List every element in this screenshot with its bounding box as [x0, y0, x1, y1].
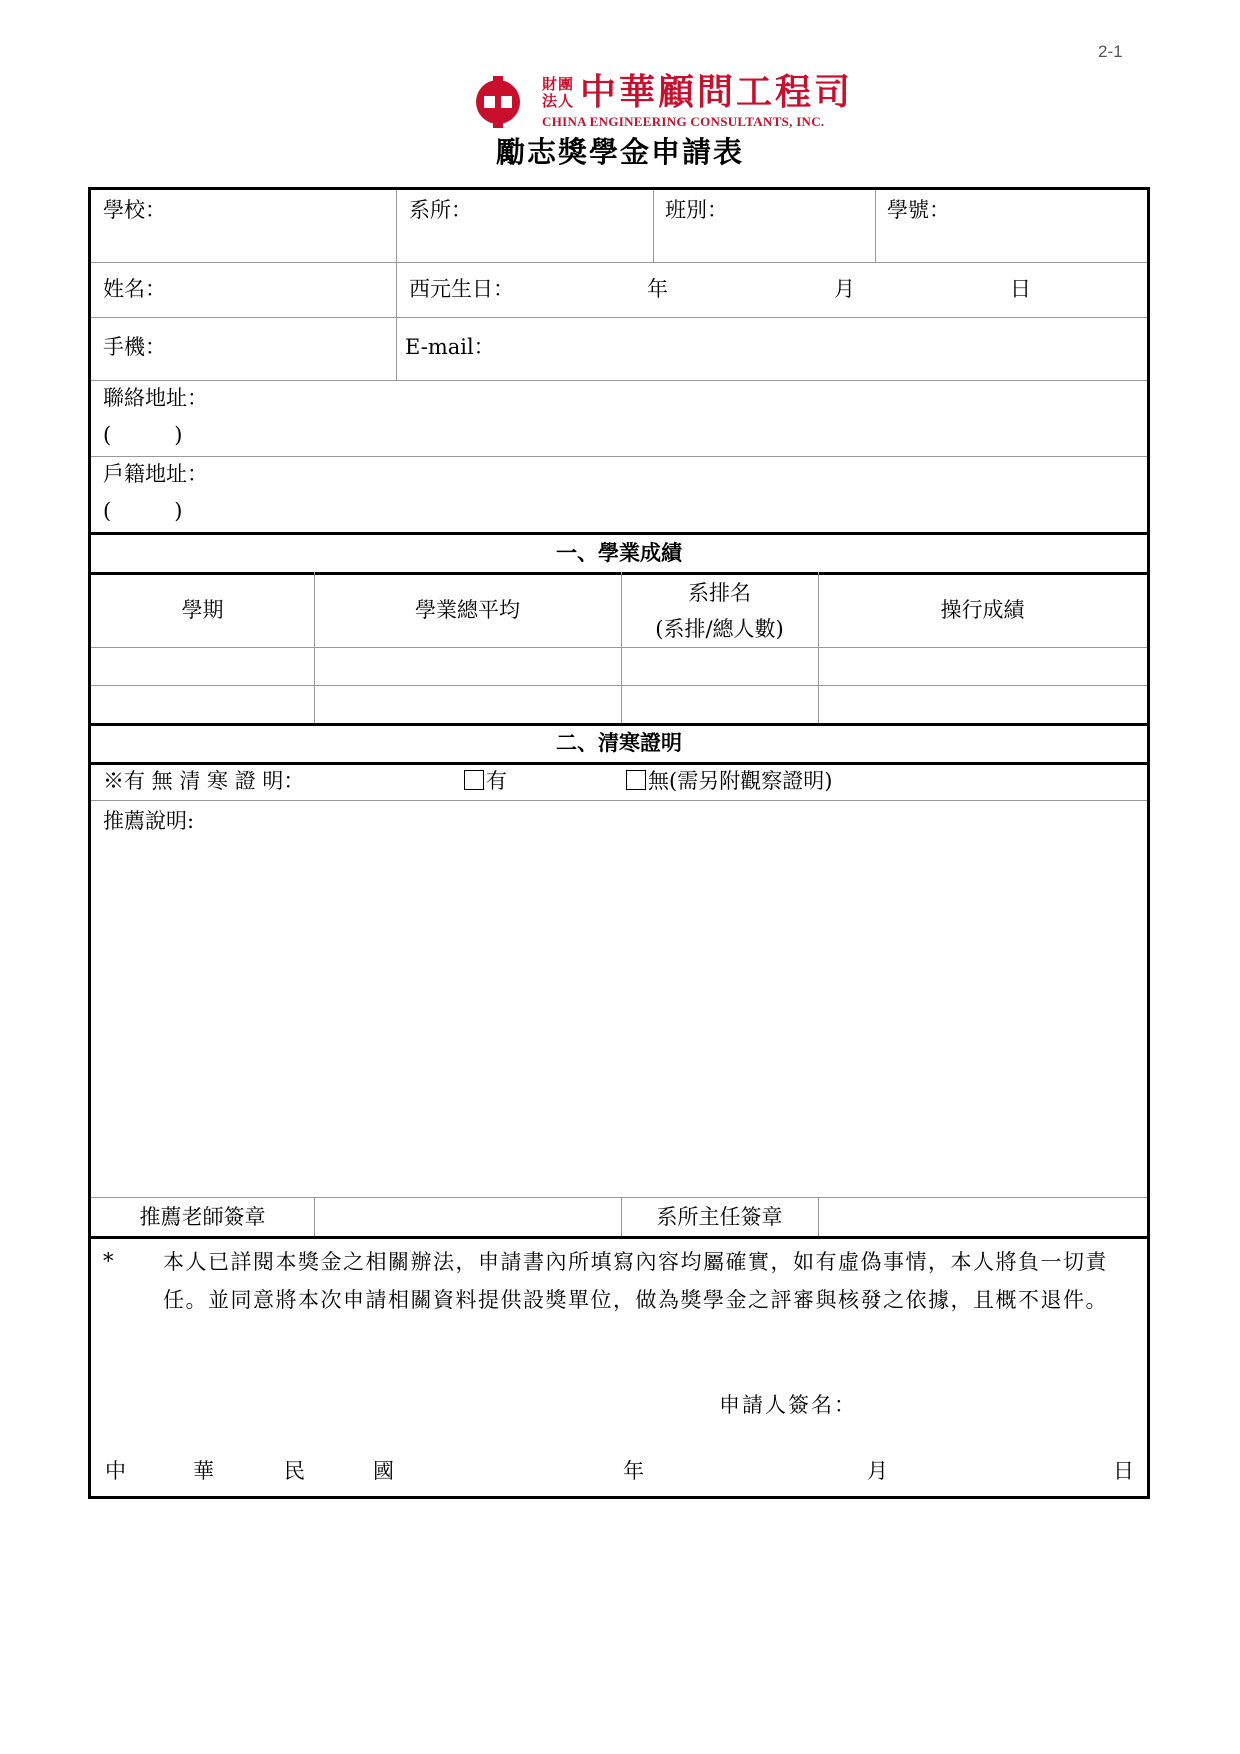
logo-company-cn: 中華顧問工程司 — [580, 71, 854, 113]
date-hua: 華 — [193, 1459, 214, 1483]
contact-address-label: 聯絡地址： — [103, 386, 208, 410]
school-label: 學校： — [103, 198, 166, 222]
hardship-question: ※有 無 清 寒 證 明： — [103, 769, 305, 793]
form-title: 勵志獎學金申請表 — [495, 135, 744, 169]
col-rank: 系排名 — [688, 581, 751, 605]
cec-logo-icon — [470, 74, 526, 130]
declaration-star: * — [103, 1249, 114, 1273]
application-form — [88, 187, 1150, 1499]
date-month: 月 — [867, 1459, 888, 1483]
checkbox-no-icon[interactable] — [626, 770, 646, 790]
class-label: 班別： — [665, 198, 728, 222]
registered-address-paren: ( ) — [103, 499, 183, 523]
checkbox-yes-icon[interactable] — [464, 770, 484, 790]
section2-heading: 二、清寒證明 — [556, 730, 682, 755]
department-label: 系所： — [409, 198, 472, 222]
col-average: 學業總平均 — [415, 598, 520, 622]
declaration-text: 本人已詳閱本獎金之相關辦法，申請書內所填寫內容均屬確實，如有虛偽事情，本人將負一切責任。並同意將本次申請相關資料提供設獎單位，做為獎學金之評審與核發之依據，且概不退件。 — [163, 1250, 1108, 1312]
option-yes-label: 有 — [486, 769, 507, 793]
birthday-label: 西元生日： — [409, 277, 514, 301]
option-yes[interactable] — [464, 769, 507, 793]
birthday-month-label: 月 — [834, 277, 855, 301]
name-label: 姓名： — [103, 277, 166, 301]
mobile-label: 手機： — [103, 335, 166, 359]
date-guo: 國 — [373, 1459, 394, 1483]
recommendation-label: 推薦說明: — [103, 809, 195, 833]
date-min: 民 — [284, 1459, 305, 1483]
date-year: 年 — [623, 1459, 644, 1483]
teacher-signature-label: 推薦老師簽章 — [139, 1205, 266, 1229]
section1-heading: 一、學業成績 — [556, 540, 682, 565]
logo-foundation-text: 財團法人 — [542, 75, 575, 110]
logo-company-en: CHINA ENGINEERING CONSULTANTS, INC. — [542, 114, 825, 129]
date-zhong: 中 — [105, 1459, 126, 1483]
director-signature-label: 系所主任簽章 — [656, 1205, 783, 1229]
col-semester: 學期 — [181, 598, 224, 622]
birthday-day-label: 日 — [1010, 277, 1031, 301]
contact-address-paren: ( ) — [103, 423, 183, 447]
student-id-label: 學號： — [887, 198, 950, 222]
email-label: E-mail： — [405, 335, 495, 359]
date-day: 日 — [1113, 1459, 1134, 1483]
col-rank-sub: (系排/總人數) — [655, 617, 784, 641]
company-logo — [470, 72, 870, 132]
option-no-label: 無(需另附觀察證明) — [648, 769, 833, 793]
col-conduct: 操行成績 — [940, 598, 1025, 622]
option-no[interactable] — [626, 769, 832, 793]
registered-address-label: 戶籍地址： — [103, 462, 208, 486]
page-number: 2-1 — [1098, 42, 1123, 61]
applicant-signature-label: 申請人簽名： — [719, 1393, 857, 1417]
birthday-year-label: 年 — [647, 277, 668, 301]
